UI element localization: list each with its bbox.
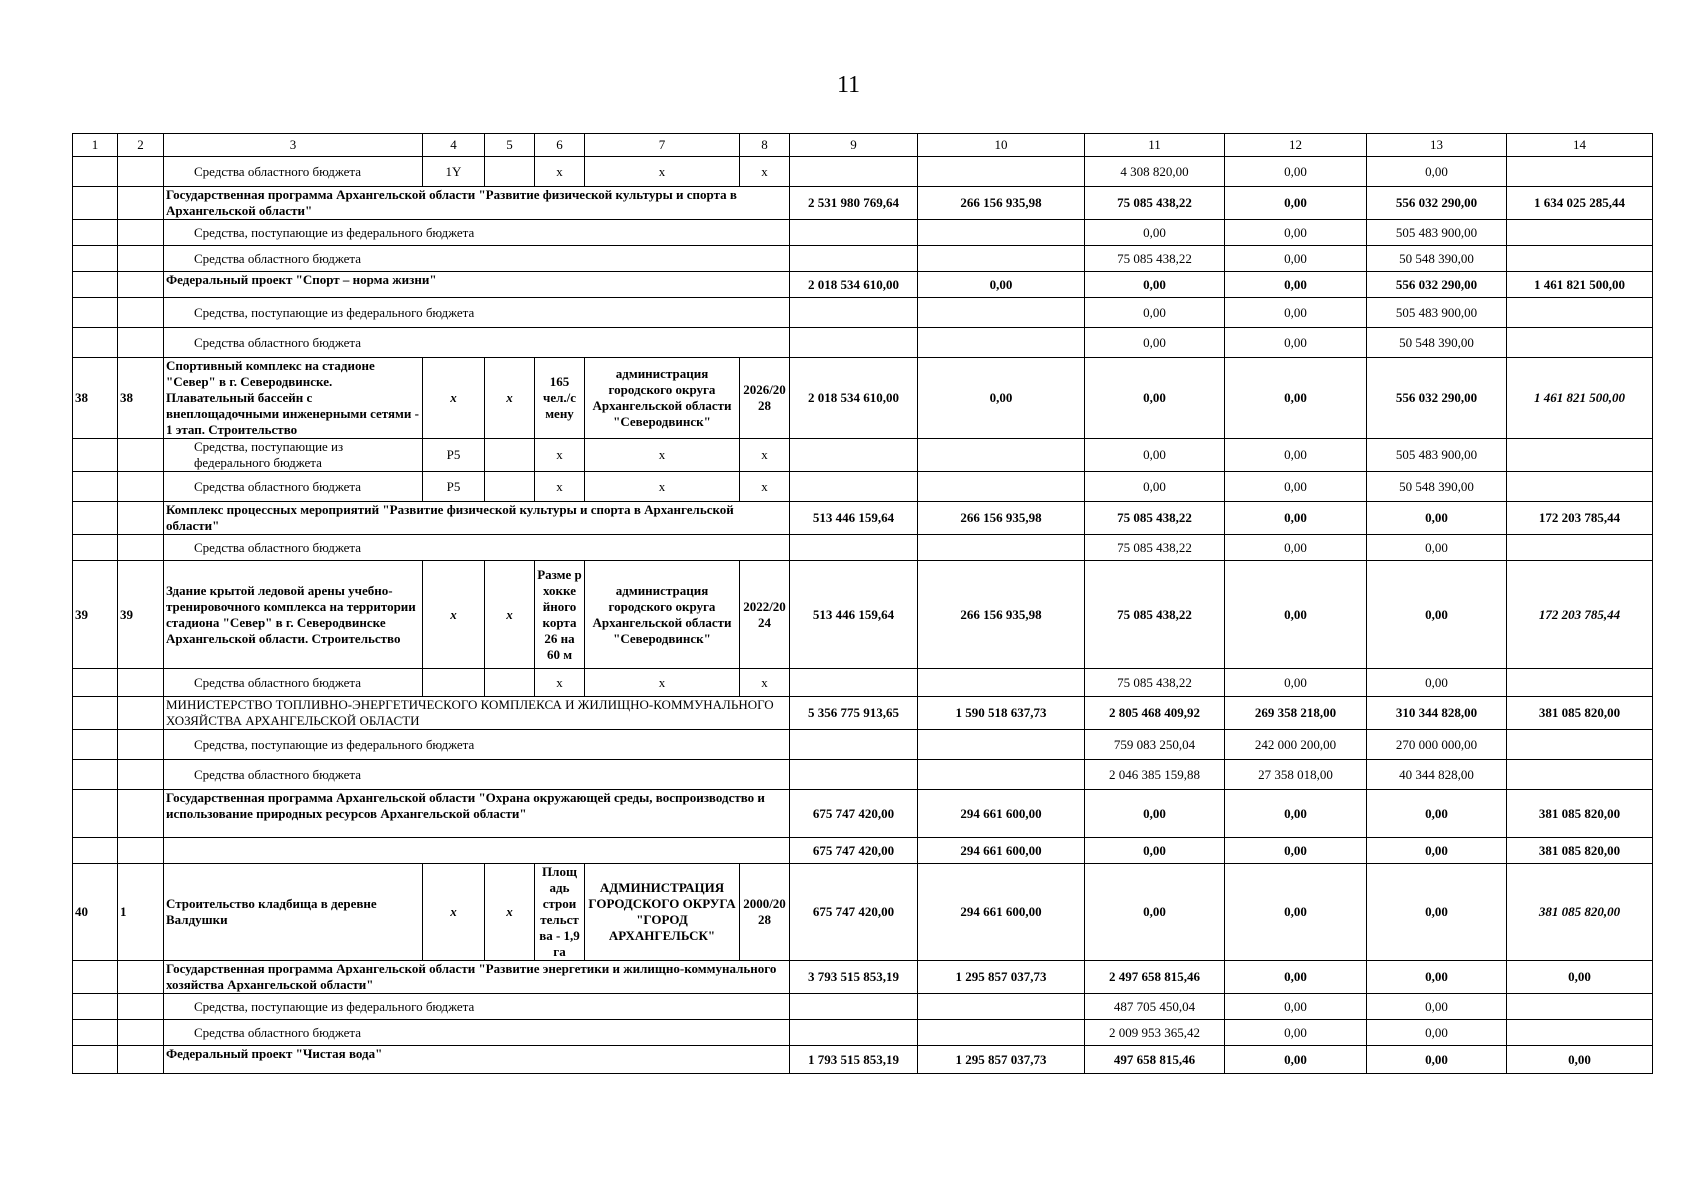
col-11: 4 308 820,00 (1085, 157, 1225, 187)
object-number: 38 (118, 358, 164, 439)
col-13: 556 032 290,00 (1367, 187, 1507, 220)
col-4 (423, 669, 485, 697)
col-14: 381 085 820,00 (1507, 697, 1653, 730)
capacity: Площ адь строи тельст ва - 1,9 га (535, 864, 585, 961)
col-2 (118, 790, 164, 838)
col-9 (790, 298, 918, 328)
col-12: 0,00 (1225, 535, 1367, 561)
header-cell-7: 7 (585, 134, 740, 157)
col-14 (1507, 472, 1653, 502)
col-1 (73, 535, 118, 561)
col-14 (1507, 157, 1653, 187)
col-13: 0,00 (1367, 994, 1507, 1020)
col-2 (118, 838, 164, 864)
table-body (73, 134, 1653, 1074)
col-10: 294 661 600,00 (918, 790, 1085, 838)
col-13: 0,00 (1367, 561, 1507, 669)
col-12: 0,00 (1225, 246, 1367, 272)
col-1 (73, 472, 118, 502)
col-11: 2 805 468 409,92 (1085, 697, 1225, 730)
col-14 (1507, 669, 1653, 697)
col-5 (485, 669, 535, 697)
row-number: 40 (73, 864, 118, 961)
col-2 (118, 220, 164, 246)
col-9 (790, 730, 918, 760)
col-11: 0,00 (1085, 790, 1225, 838)
col-2 (118, 328, 164, 358)
col-11: 487 705 450,04 (1085, 994, 1225, 1020)
col-11: 2 497 658 815,46 (1085, 961, 1225, 994)
col-14 (1507, 220, 1653, 246)
col-14: 172 203 785,44 (1507, 502, 1653, 535)
section-title: Государственная программа Архангельской области "Охрана окружающей среды, воспроизводство и использование природных ресурсов Архангельской области" (164, 790, 790, 838)
page-number: 11 (836, 72, 861, 98)
col-14 (1507, 535, 1653, 561)
col-1 (73, 157, 118, 187)
table-row (73, 187, 1653, 220)
col-1 (73, 502, 118, 535)
section-title: Государственная программа Архангельской области "Развитие физической культуры и спорта в Архангельской области" (164, 187, 790, 220)
col-5: x (485, 561, 535, 669)
col-2 (118, 697, 164, 730)
col-4: 1Y (423, 157, 485, 187)
object-name: Строительство кладбища в деревне Валдушки (164, 864, 423, 961)
table-row (73, 220, 1653, 246)
col-9 (790, 328, 918, 358)
col-10 (918, 157, 1085, 187)
section-title: Федеральный проект "Спорт – норма жизни" (164, 272, 790, 298)
col-13: 505 483 900,00 (1367, 439, 1507, 472)
col-4: x (423, 358, 485, 439)
col-10 (918, 439, 1085, 472)
col-11: 0,00 (1085, 358, 1225, 439)
header-cell-1: 1 (73, 134, 118, 157)
col-2 (118, 1020, 164, 1046)
table-row (73, 246, 1653, 272)
col-13: 505 483 900,00 (1367, 220, 1507, 246)
col-2 (118, 535, 164, 561)
table-row (73, 760, 1653, 790)
col-5: x (485, 864, 535, 961)
col-13: 0,00 (1367, 790, 1507, 838)
col-12: 269 358 218,00 (1225, 697, 1367, 730)
col-9 (790, 439, 918, 472)
col-12: 0,00 (1225, 472, 1367, 502)
header-cell-12: 12 (1225, 134, 1367, 157)
funding-source: Средства областного бюджета (164, 1020, 790, 1046)
header-cell-8: 8 (740, 134, 790, 157)
funding-source: Средства областного бюджета (164, 669, 423, 697)
col-9 (790, 1020, 918, 1046)
col-2 (118, 187, 164, 220)
table-row (73, 439, 1653, 472)
customer: АДМИНИСТРАЦИЯ ГОРОДСКОГО ОКРУГА "ГОРОД АРХАНГЕЛЬСК" (585, 864, 740, 961)
col-13: 40 344 828,00 (1367, 760, 1507, 790)
col-2 (118, 502, 164, 535)
col-10 (918, 298, 1085, 328)
col-10 (918, 994, 1085, 1020)
row-number: 38 (73, 358, 118, 439)
header-cell-14: 14 (1507, 134, 1653, 157)
col-13: 50 548 390,00 (1367, 246, 1507, 272)
col-11: 75 085 438,22 (1085, 246, 1225, 272)
col-9 (790, 157, 918, 187)
col-12: 0,00 (1225, 328, 1367, 358)
col-11: 0,00 (1085, 864, 1225, 961)
col-13: 270 000 000,00 (1367, 730, 1507, 760)
col-13: 505 483 900,00 (1367, 298, 1507, 328)
col-1 (73, 697, 118, 730)
col-14: 1 634 025 285,44 (1507, 187, 1653, 220)
customer: администрация городского округа Архангельской области "Северодвинск" (585, 561, 740, 669)
col-11: 0,00 (1085, 439, 1225, 472)
col-9: 513 446 159,64 (790, 502, 918, 535)
funding-source: Средства, поступающие из федерального бюджета (164, 439, 423, 472)
col-1 (73, 1020, 118, 1046)
col-13: 0,00 (1367, 669, 1507, 697)
col-2 (118, 730, 164, 760)
object-name: Спортивный комплекс на стадионе "Север" в г. Северодвинске. Плавательный бассейн с внеплощадочными инженерными сетями - 1 этап. Строительство (164, 358, 423, 439)
period: 2026/20 28 (740, 358, 790, 439)
table-row (73, 961, 1653, 994)
col-9: 675 747 420,00 (790, 790, 918, 838)
col-4: P5 (423, 472, 485, 502)
table-row (73, 272, 1653, 298)
col-12: 0,00 (1225, 1046, 1367, 1074)
col-12: 0,00 (1225, 994, 1367, 1020)
col-10: 0,00 (918, 358, 1085, 439)
col-5 (485, 472, 535, 502)
col-8: x (740, 439, 790, 472)
table-header-row (73, 134, 1653, 157)
col-11: 0,00 (1085, 472, 1225, 502)
col-11: 0,00 (1085, 328, 1225, 358)
col-12: 0,00 (1225, 298, 1367, 328)
period: 2022/20 24 (740, 561, 790, 669)
col-12: 0,00 (1225, 187, 1367, 220)
col-1 (73, 272, 118, 298)
col-6: x (535, 439, 585, 472)
object-number: 1 (118, 864, 164, 961)
col-9: 1 793 515 853,19 (790, 1046, 918, 1074)
table-row (73, 535, 1653, 561)
col-12: 27 358 018,00 (1225, 760, 1367, 790)
header-cell-2: 2 (118, 134, 164, 157)
col-10 (918, 328, 1085, 358)
col-13: 50 548 390,00 (1367, 328, 1507, 358)
funding-source: Средства, поступающие из федерального бюджета (164, 994, 790, 1020)
section-title: Комплекс процессных мероприятий "Развитие физической культуры и спорта в Архангельской области" (164, 502, 790, 535)
table-row (73, 697, 1653, 730)
col-14 (1507, 994, 1653, 1020)
col-8: x (740, 669, 790, 697)
col-14: 172 203 785,44 (1507, 561, 1653, 669)
col-13: 310 344 828,00 (1367, 697, 1507, 730)
col-13: 556 032 290,00 (1367, 272, 1507, 298)
col-11: 75 085 438,22 (1085, 669, 1225, 697)
col-12: 0,00 (1225, 439, 1367, 472)
budget-table (72, 133, 1653, 1074)
col-10 (918, 1020, 1085, 1046)
col-5 (485, 157, 535, 187)
col-7: x (585, 669, 740, 697)
col-7: x (585, 439, 740, 472)
col-9: 675 747 420,00 (790, 864, 918, 961)
col-10: 266 156 935,98 (918, 502, 1085, 535)
section-title (164, 838, 790, 864)
col-9: 2 018 534 610,00 (790, 358, 918, 439)
col-14: 381 085 820,00 (1507, 790, 1653, 838)
col-13: 0,00 (1367, 535, 1507, 561)
col-12: 0,00 (1225, 272, 1367, 298)
col-1 (73, 669, 118, 697)
col-1 (73, 187, 118, 220)
col-10: 1 295 857 037,73 (918, 961, 1085, 994)
col-9: 2 018 534 610,00 (790, 272, 918, 298)
col-1 (73, 328, 118, 358)
col-1 (73, 246, 118, 272)
funding-source: Средства областного бюджета (164, 246, 790, 272)
header-cell-11: 11 (1085, 134, 1225, 157)
col-11: 0,00 (1085, 298, 1225, 328)
col-10 (918, 472, 1085, 502)
col-14: 381 085 820,00 (1507, 838, 1653, 864)
col-2 (118, 439, 164, 472)
section-title: Федеральный проект "Чистая вода" (164, 1046, 790, 1074)
col-6: x (535, 157, 585, 187)
col-14: 0,00 (1507, 1046, 1653, 1074)
col-11: 75 085 438,22 (1085, 535, 1225, 561)
col-10: 266 156 935,98 (918, 561, 1085, 669)
table-row (73, 994, 1653, 1020)
col-1 (73, 220, 118, 246)
col-9 (790, 246, 918, 272)
col-14 (1507, 1020, 1653, 1046)
table-row (73, 1020, 1653, 1046)
col-14 (1507, 246, 1653, 272)
col-12: 242 000 200,00 (1225, 730, 1367, 760)
col-13: 0,00 (1367, 838, 1507, 864)
col-10: 294 661 600,00 (918, 838, 1085, 864)
col-1 (73, 439, 118, 472)
col-10: 0,00 (918, 272, 1085, 298)
col-2 (118, 669, 164, 697)
col-2 (118, 1046, 164, 1074)
col-11: 0,00 (1085, 220, 1225, 246)
table-row (73, 298, 1653, 328)
col-10 (918, 535, 1085, 561)
col-12: 0,00 (1225, 838, 1367, 864)
row-number: 39 (73, 561, 118, 669)
table-row (73, 864, 1653, 961)
col-13: 556 032 290,00 (1367, 358, 1507, 439)
col-1 (73, 790, 118, 838)
col-8: x (740, 157, 790, 187)
col-7: x (585, 157, 740, 187)
col-9: 513 446 159,64 (790, 561, 918, 669)
col-12: 0,00 (1225, 157, 1367, 187)
header-cell-6: 6 (535, 134, 585, 157)
col-2 (118, 760, 164, 790)
table-row (73, 328, 1653, 358)
col-9: 675 747 420,00 (790, 838, 918, 864)
col-14 (1507, 298, 1653, 328)
period: 2000/20 28 (740, 864, 790, 961)
col-1 (73, 298, 118, 328)
table-row (73, 502, 1653, 535)
col-11: 0,00 (1085, 272, 1225, 298)
customer: администрация городского округа Архангельской области "Северодвинск" (585, 358, 740, 439)
object-name: Здание крытой ледовой арены учебно-тренировочного комплекса на территории стадиона "Север" в г. Северодвинске Архангельской области. Строительство (164, 561, 423, 669)
col-9 (790, 760, 918, 790)
col-1 (73, 838, 118, 864)
col-13: 0,00 (1367, 1046, 1507, 1074)
col-9: 5 356 775 913,65 (790, 697, 918, 730)
header-cell-3: 3 (164, 134, 423, 157)
header-cell-10: 10 (918, 134, 1085, 157)
col-1 (73, 994, 118, 1020)
table-row (73, 730, 1653, 760)
col-13: 0,00 (1367, 864, 1507, 961)
col-14: 0,00 (1507, 961, 1653, 994)
col-14: 1 461 821 500,00 (1507, 358, 1653, 439)
header-cell-13: 13 (1367, 134, 1507, 157)
col-13: 0,00 (1367, 157, 1507, 187)
col-9: 2 531 980 769,64 (790, 187, 918, 220)
col-12: 0,00 (1225, 790, 1367, 838)
section-title: МИНИСТЕРСТВО ТОПЛИВНО-ЭНЕРГЕТИЧЕСКОГО КОМПЛЕКСА И ЖИЛИЩНО-КОММУНАЛЬНОГО ХОЗЯЙСТВА АРХАНГЕЛЬСКОЙ ОБЛАСТИ (164, 697, 790, 730)
col-2 (118, 272, 164, 298)
col-6: x (535, 472, 585, 502)
col-1 (73, 961, 118, 994)
col-12: 0,00 (1225, 961, 1367, 994)
table-row (73, 358, 1653, 439)
col-13: 0,00 (1367, 502, 1507, 535)
col-14 (1507, 760, 1653, 790)
col-12: 0,00 (1225, 1020, 1367, 1046)
col-14 (1507, 730, 1653, 760)
funding-source: Средства областного бюджета (164, 535, 790, 561)
col-4: P5 (423, 439, 485, 472)
col-9 (790, 669, 918, 697)
funding-source: Средства областного бюджета (164, 760, 790, 790)
col-2 (118, 472, 164, 502)
section-title: Государственная программа Архангельской области "Развитие энергетики и жилищно-коммунального хозяйства Архангельской области" (164, 961, 790, 994)
col-11: 75 085 438,22 (1085, 561, 1225, 669)
col-1 (73, 730, 118, 760)
col-2 (118, 994, 164, 1020)
col-2 (118, 246, 164, 272)
header-cell-9: 9 (790, 134, 918, 157)
col-11: 759 083 250,04 (1085, 730, 1225, 760)
col-8: x (740, 472, 790, 502)
col-9 (790, 220, 918, 246)
table-row (73, 669, 1653, 697)
col-7: x (585, 472, 740, 502)
table-row (73, 157, 1653, 187)
funding-source: Средства областного бюджета (164, 472, 423, 502)
col-12: 0,00 (1225, 358, 1367, 439)
col-11: 2 009 953 365,42 (1085, 1020, 1225, 1046)
capacity: 165 чел./с мену (535, 358, 585, 439)
col-5 (485, 439, 535, 472)
col-10: 1 590 518 637,73 (918, 697, 1085, 730)
col-11: 0,00 (1085, 838, 1225, 864)
col-12: 0,00 (1225, 502, 1367, 535)
funding-source: Средства областного бюджета (164, 328, 790, 358)
col-5: x (485, 358, 535, 439)
col-9 (790, 994, 918, 1020)
col-12: 0,00 (1225, 220, 1367, 246)
col-11: 75 085 438,22 (1085, 502, 1225, 535)
col-10 (918, 669, 1085, 697)
funding-source: Средства областного бюджета (164, 157, 423, 187)
col-6: x (535, 669, 585, 697)
col-9 (790, 472, 918, 502)
table-row (73, 1046, 1653, 1074)
col-4: x (423, 864, 485, 961)
funding-source: Средства, поступающие из федерального бюджета (164, 730, 790, 760)
col-2 (118, 157, 164, 187)
col-12: 0,00 (1225, 561, 1367, 669)
funding-source: Средства, поступающие из федерального бюджета (164, 298, 790, 328)
header-cell-5: 5 (485, 134, 535, 157)
col-11: 75 085 438,22 (1085, 187, 1225, 220)
col-10 (918, 730, 1085, 760)
col-14 (1507, 439, 1653, 472)
col-2 (118, 298, 164, 328)
col-10: 294 661 600,00 (918, 864, 1085, 961)
header-cell-4: 4 (423, 134, 485, 157)
col-10 (918, 220, 1085, 246)
col-10 (918, 760, 1085, 790)
table-row (73, 472, 1653, 502)
funding-source: Средства, поступающие из федерального бюджета (164, 220, 790, 246)
col-1 (73, 1046, 118, 1074)
table-row (73, 790, 1653, 838)
col-10: 266 156 935,98 (918, 187, 1085, 220)
capacity: Разме р хокке йного корта 26 на 60 м (535, 561, 585, 669)
col-2 (118, 961, 164, 994)
object-number: 39 (118, 561, 164, 669)
col-13: 50 548 390,00 (1367, 472, 1507, 502)
col-13: 0,00 (1367, 961, 1507, 994)
col-10 (918, 246, 1085, 272)
col-10: 1 295 857 037,73 (918, 1046, 1085, 1074)
col-4: x (423, 561, 485, 669)
col-12: 0,00 (1225, 864, 1367, 961)
col-14: 1 461 821 500,00 (1507, 272, 1653, 298)
table-row (73, 561, 1653, 669)
col-11: 2 046 385 159,88 (1085, 760, 1225, 790)
col-14: 381 085 820,00 (1507, 864, 1653, 961)
col-9: 3 793 515 853,19 (790, 961, 918, 994)
table-row (73, 838, 1653, 864)
col-11: 497 658 815,46 (1085, 1046, 1225, 1074)
col-1 (73, 760, 118, 790)
col-12: 0,00 (1225, 669, 1367, 697)
col-13: 0,00 (1367, 1020, 1507, 1046)
col-9 (790, 535, 918, 561)
col-14 (1507, 328, 1653, 358)
